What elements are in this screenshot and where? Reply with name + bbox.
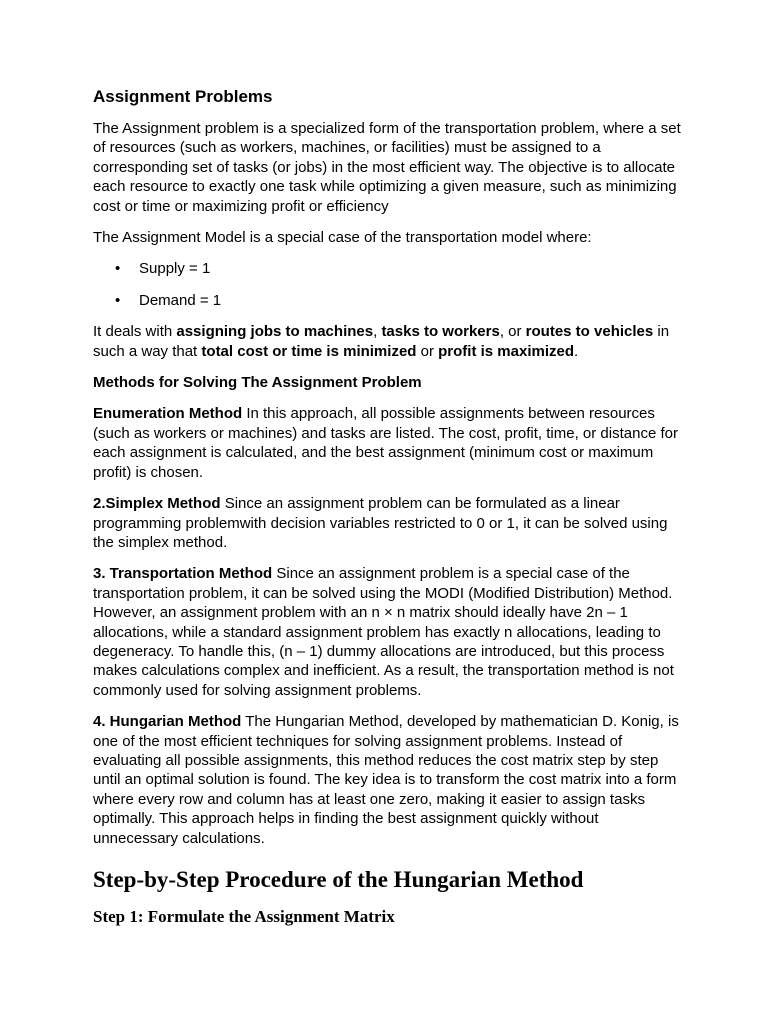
intro-paragraph: The Assignment problem is a specialized form of the transportation problem, where a set of resources (such as workers, machines, or facilities) must be assigned to a corresponding set of tasks (or jobs) in the most efficient way. The objective is to allocate each resource to exactly one task while optimizing a given measure, such as minimizing cost or time or maximizing profit or efficiency xyxy=(93,120,681,215)
step1-heading: Step 1: Formulate the Assignment Matrix xyxy=(93,907,395,926)
supply-demand-list xyxy=(93,259,683,310)
page-title: Assignment Problems xyxy=(93,87,273,106)
method-enumeration xyxy=(93,404,683,482)
list-item xyxy=(93,259,683,278)
text-run: , or xyxy=(499,323,526,341)
method-text: Since an assignment problem can be formulated as a linear programming problemwith decision variables restricted to 0 or 1, it can be solved using the simplex method. xyxy=(93,495,668,551)
method-name: 2.Simplex Method xyxy=(93,495,221,513)
bold-run: routes to vehicles xyxy=(525,323,654,341)
procedure-heading: Step-by-Step Procedure of the Hungarian Method xyxy=(93,867,584,892)
method-text: The Hungarian Method, developed by mathematician D. Konig, is one of the most efficient techniques for solving assignment problems. Instead of evaluating all possible assignments, this method reduces the cost matrix step by step until an optimal solution is found. The key idea is to transform the cost matrix into a form where every row and column has at least one zero, making it easier to assign tasks optimally. This approach helps in finding the best assignment quickly without unnecessary calculations. xyxy=(93,713,679,847)
list-item xyxy=(93,291,683,310)
bold-run: total cost or time is minimized xyxy=(201,342,417,360)
deals-paragraph xyxy=(93,322,683,361)
document-page xyxy=(93,86,683,928)
method-simplex xyxy=(93,494,683,552)
method-name: 4. Hungarian Method xyxy=(93,713,242,731)
method-name: 3. Transportation Method xyxy=(93,565,273,583)
bullet-icon: • xyxy=(115,291,121,309)
model-paragraph: The Assignment Model is a special case of the transportation model where: xyxy=(93,229,592,247)
text-run: . xyxy=(574,342,579,360)
text-run: It deals with xyxy=(93,323,177,341)
methods-heading: Methods for Solving The Assignment Problem xyxy=(93,374,422,392)
bold-run: assigning jobs to machines xyxy=(176,323,374,341)
bullet-icon: • xyxy=(115,260,121,278)
text-run: , xyxy=(373,323,382,341)
text-run: or xyxy=(416,342,439,360)
method-text: Since an assignment problem is a special case of the transportation problem, it can be solved using the MODI (Modified Distribution) Method. However, an assignment problem with an n × n matrix should ideally have 2n – 1 allocations, while a standard assignment problem has exactly n allocations, leading to degeneracy. To handle this, (n – 1) dummy allocations are introduced, but this process makes calculations complex and inefficient. As a result, the transportation method is not commonly used for solving assignment problems. xyxy=(93,565,674,699)
bold-run: profit is maximized xyxy=(438,342,575,360)
list-item-text: Demand = 1 xyxy=(139,291,222,309)
bold-run: tasks to workers xyxy=(381,323,500,341)
text-run: in such a way that xyxy=(93,323,670,360)
list-item-text: Supply = 1 xyxy=(139,260,211,278)
method-text: In this approach, all possible assignments between resources (such as workers or machines) and tasks are listed. The cost, profit, time, or distance for each assignment is calculated, and the best assignment (minimum cost or maximum profit) is chosen. xyxy=(93,405,678,481)
method-transportation xyxy=(93,564,683,700)
method-name: Enumeration Method xyxy=(93,405,243,423)
method-hungarian xyxy=(93,712,683,848)
